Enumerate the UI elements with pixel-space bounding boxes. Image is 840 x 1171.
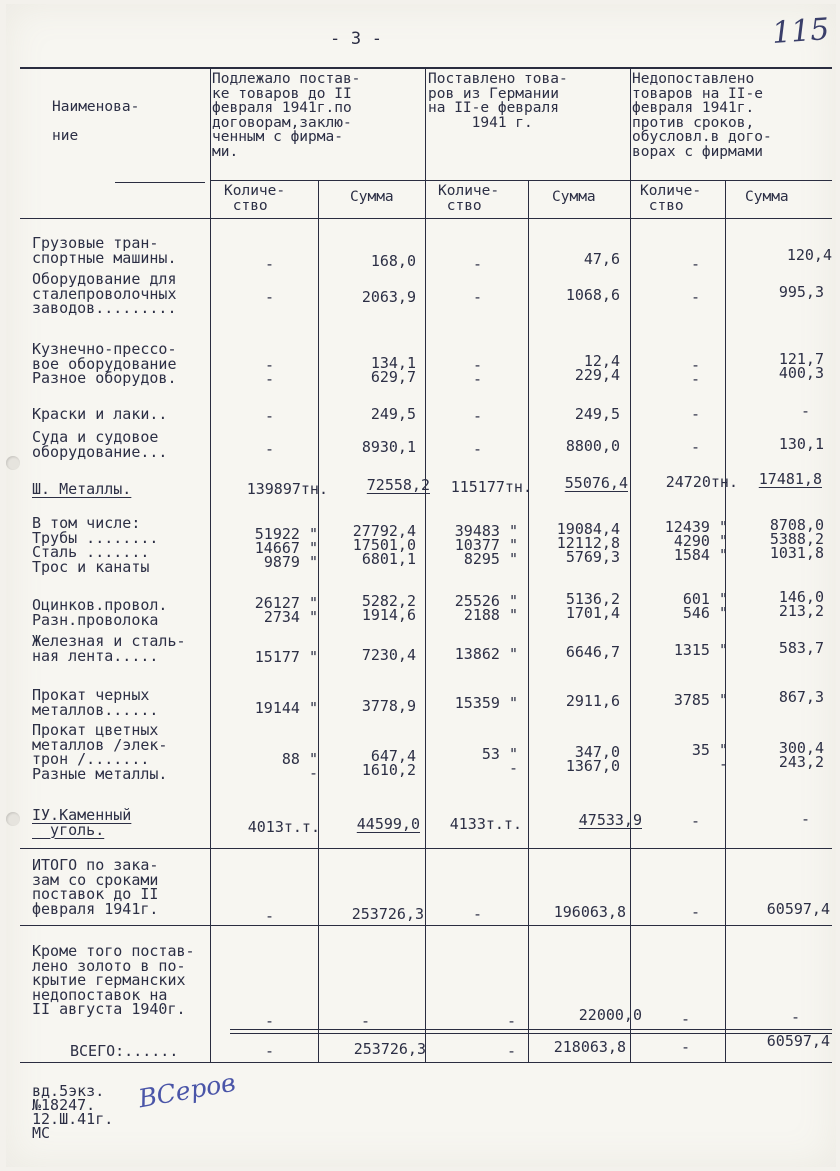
cell: - <box>264 907 274 925</box>
row-label: В том числе: Трубы ........ Сталь ....... Трос и канаты <box>32 514 159 576</box>
cell: 55076,4 <box>564 474 628 492</box>
footer-registry: вд.5экз. №18247. 12.Ш.41г. МС <box>32 1082 114 1142</box>
row-label: Железная и сталь- ная лента..... <box>32 632 186 665</box>
punch-hole <box>6 812 20 826</box>
cell: 13862 " <box>454 645 518 663</box>
header-sum: Сумма <box>350 189 394 205</box>
row-label: ИТОГО по зака- зам со сроками поставок до II февраля 1941г. <box>32 856 159 918</box>
cell: - <box>264 288 274 306</box>
cell: - <box>690 405 700 423</box>
cell: 27792,4 17501,0 6801,1 <box>352 522 416 568</box>
cell: 12,4 229,4 <box>574 352 620 384</box>
cell: 12439 " 4290 " 1584 " <box>664 518 728 564</box>
cell: 2911,6 <box>565 692 620 710</box>
cell: 47533,9 <box>578 811 642 829</box>
col-divider <box>425 67 426 1062</box>
table-bottom-rule <box>20 1062 832 1063</box>
cell: - <box>790 1008 800 1026</box>
cell: 253726,3 <box>351 905 424 923</box>
cell: 3778,9 <box>361 697 416 715</box>
cell: - <box>690 255 700 273</box>
cell: - <box>690 903 700 921</box>
cell: 19144 " <box>254 699 318 717</box>
col-divider <box>210 67 211 1062</box>
cell: 249,5 <box>370 405 416 423</box>
cell: 120,4 <box>786 246 832 264</box>
name-underline <box>115 182 205 183</box>
cell: 601 " 546 " <box>682 590 728 622</box>
cell: - <box>264 1042 274 1060</box>
punch-hole <box>6 456 20 470</box>
cell: 347,0 1367,0 <box>565 743 620 775</box>
cell: 25526 " 2188 " <box>454 592 518 624</box>
cell: - <box>472 255 482 273</box>
cell: 583,7 <box>778 639 824 657</box>
cell: 6646,7 <box>565 643 620 661</box>
cell: 44599,0 <box>356 815 420 833</box>
header-name: Наименова- ние <box>52 99 140 144</box>
vsego-top-rule-1 <box>230 1029 832 1030</box>
folio-number: 115 <box>770 12 831 51</box>
row-label: Прокат черных металлов...... <box>32 686 159 719</box>
cell: 1315 " <box>673 641 728 659</box>
cell: 196063,8 <box>553 903 626 921</box>
cell: - <box>472 288 482 306</box>
cell: - <box>472 407 482 425</box>
cell: 3785 " <box>673 691 728 709</box>
row-label-metals: Ш. Металлы. <box>32 480 132 498</box>
row-label: Кроме того постав- лено золото в по- крытие германских недопоставок на II августа 1940г. <box>32 942 195 1018</box>
row-label: Суда и судовое оборудование... <box>32 428 168 461</box>
cell: - <box>472 905 482 923</box>
cell: 168,0 <box>370 252 416 270</box>
col-divider <box>528 180 529 1062</box>
row-label: Грузовые тран- спортные машины. <box>32 234 177 267</box>
cell: - <box>506 1012 516 1030</box>
cell: 17481,8 <box>758 470 822 488</box>
cell: - <box>506 1042 516 1060</box>
row-label-total: ВСЕГО:...... <box>70 1042 179 1060</box>
cell: - <box>264 255 274 273</box>
cell: 60597,4 <box>766 1032 830 1050</box>
cell: - <box>690 288 700 306</box>
cell: - <box>680 1010 690 1028</box>
cell: 26127 " 2734 " <box>254 594 318 626</box>
cell: 1068,6 <box>565 286 620 304</box>
cell: 995,3 <box>778 283 824 301</box>
cell: 60597,4 <box>766 900 830 918</box>
cell: 134,1 629,7 <box>370 354 416 386</box>
col-divider <box>318 180 319 1062</box>
col-divider <box>630 67 631 1062</box>
header-sum: Сумма <box>745 189 789 205</box>
cell: 4013т.т. <box>247 818 320 836</box>
cell: 22000,0 <box>578 1006 642 1024</box>
cell: 300,4 243,2 <box>778 739 824 771</box>
row-label: Оцинков.провол. Разн.проволока <box>32 596 168 629</box>
row-label: Прокат цветных металлов /элек- трон /....... Разные металлы. <box>32 721 168 783</box>
cell: - <box>690 438 700 456</box>
cell: 5136,2 1701,4 <box>565 590 620 622</box>
cell: 72558,2 <box>366 476 430 494</box>
cell: - - <box>264 356 274 388</box>
cell: 121,7 400,3 <box>778 350 824 382</box>
header-bottom-rule <box>20 218 832 219</box>
signature-text: ВСеров <box>136 1067 238 1114</box>
subheader-rule <box>210 180 832 181</box>
cell: - <box>690 812 700 830</box>
cell: - <box>264 407 274 425</box>
itogo-bottom-rule <box>20 925 832 926</box>
cell: 115177тн. <box>450 478 532 496</box>
cell: 35 " - <box>691 741 728 773</box>
cell: 253726,3 <box>353 1040 426 1058</box>
cell: 8708,0 5388,2 1031,8 <box>769 516 824 562</box>
header-sum: Сумма <box>552 189 596 205</box>
row-label: Оборудование для сталепроволочных заводов......... <box>32 270 177 317</box>
cell: 249,5 <box>574 405 620 423</box>
page-number: - 3 - <box>330 29 383 49</box>
header-qty: Количе- ство <box>640 183 702 214</box>
cell: 88 " - <box>281 750 318 782</box>
cell: 19084,4 12112,8 5769,3 <box>556 520 620 566</box>
itogo-top-rule <box>20 848 832 849</box>
row-label-coal: IУ.Каменный уголь. <box>32 806 132 839</box>
table-top-rule <box>20 67 832 69</box>
cell: 146,0 213,2 <box>778 588 824 620</box>
cell: - - <box>690 356 700 388</box>
cell: - <box>680 1038 690 1056</box>
cell: - - <box>472 356 482 388</box>
row-label: Кузнечно-прессо- вое оборудование Разное оборудов. <box>32 340 177 387</box>
cell: - <box>360 1012 370 1030</box>
cell: 24720тн. <box>665 473 738 491</box>
cell: 139897тн. <box>246 480 328 498</box>
cell: 8800,0 <box>565 437 620 455</box>
cell: - <box>264 440 274 458</box>
cell: 647,4 1610,2 <box>361 747 416 779</box>
cell: 8930,1 <box>361 438 416 456</box>
cell: - <box>800 402 810 420</box>
cell: 218063,8 <box>553 1038 626 1056</box>
header-qty: Количе- ство <box>224 183 286 214</box>
header-group-planned: Подлежало постав- ке товаров до II февраля 1941г.по договорам,заклю- ченным с фирма- ми. <box>212 71 361 160</box>
cell: 47,6 <box>583 250 620 268</box>
cell: - <box>264 1012 274 1030</box>
cell: 15359 " <box>454 694 518 712</box>
cell: - <box>800 810 810 828</box>
cell: 130,1 <box>778 435 824 453</box>
cell: 4133т.т. <box>449 815 522 833</box>
cell: 7230,4 <box>361 646 416 664</box>
cell: - <box>472 440 482 458</box>
vsego-top-rule-2 <box>230 1033 832 1034</box>
header-group-shortfall: Недопоставлено товаров на II-е февраля 1941г. против сроков, обусловл.в дого- ворах с фирмами <box>632 71 772 160</box>
cell: 15177 " <box>254 648 318 666</box>
cell: 39483 " 10377 " 8295 " <box>454 522 518 568</box>
header-qty: Количе- ство <box>438 183 500 214</box>
cell: 867,3 <box>778 688 824 706</box>
header-group-delivered: Поставлено това- ров из Германии на II-е февраля 1941 г. <box>428 71 568 131</box>
cell: 2063,9 <box>361 288 416 306</box>
cell: 53 " - <box>481 745 518 777</box>
cell: 51922 " 14667 " 9879 " <box>254 525 318 571</box>
cell: 5282,2 1914,6 <box>361 592 416 624</box>
row-label: Краски и лаки.. <box>32 405 168 423</box>
